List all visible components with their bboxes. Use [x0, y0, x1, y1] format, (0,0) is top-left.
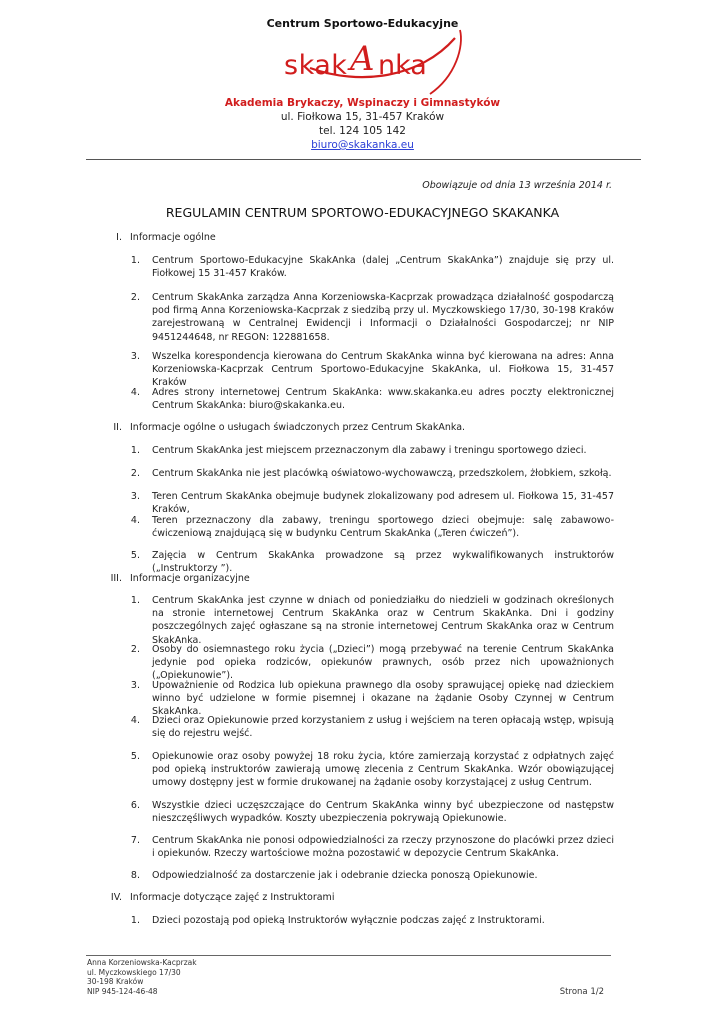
list-item: Teren przeznaczony dla zabawy, treningu sportowego dzieci obejmuje: salę zabawowo-ćwiczeniową znajdującą się w budynku Centrum SkakAnka („Teren ćwiczeń”).: [152, 515, 614, 540]
list-item: Dzieci pozostają pod opieką Instruktorów wyłącznie podczas zajęć z Instruktorami.: [152, 915, 545, 926]
list-item: Adres strony internetowej Centrum SkakAnka: www.skakanka.eu adres poczty elektronicznej Centrum SkakAnka: biuro@skakanka.eu.: [152, 387, 614, 412]
item-number: 8.: [130, 870, 140, 881]
list-item: Zajęcia w Centrum SkakAnka prowadzone są przez wykwalifikowanych instruktorów („Instruktorzy ”).: [152, 550, 614, 575]
section-numeral: IV.: [110, 892, 122, 903]
list-item: Centrum SkakAnka jest miejscem przeznaczonym dla zabawy i treningu sportowego dzieci.: [152, 445, 587, 456]
header-email-link[interactable]: biuro@skakanka.eu: [311, 139, 414, 151]
list-item: Centrum SkakAnka nie ponosi odpowiedzialności za rzeczy przynoszone do placówki przez dzieci i opiekunów. Rzeczy wartościowe można pozostawić w depozycie Centrum SkakAnka.: [152, 835, 614, 860]
list-item: Upoważnienie od Rodzica lub opiekuna prawnego dla osoby sprawującej opiekę nad dzieckiem winno być udzielone w formie pisemnej i okazane na żądanie Osoby Czynnej w Centrum SkakAnka.: [152, 680, 614, 718]
item-number: 3.: [130, 351, 140, 362]
item-number: 6.: [130, 800, 140, 811]
item-number: 2.: [130, 292, 140, 303]
section-heading: Informacje ogólne o usługach świadczonych przez Centrum SkakAnka.: [130, 422, 466, 433]
document-title: REGULAMIN CENTRUM SPORTOWO-EDUKACYJNEGO SKAKANKA: [165, 205, 560, 220]
center-name: Centrum Sportowo-Edukacyjne: [266, 17, 459, 30]
effective-date: Obowiązuje od dnia 13 września 2014 r.: [422, 180, 612, 191]
footer-line: Anna Korzeniowska-Kacprzak: [87, 958, 197, 967]
list-item: Centrum Sportowo-Edukacyjne SkakAnka (dalej „Centrum SkakAnka”) znajduje się przy ul. Fiołkowej 15 31-457 Kraków.: [152, 255, 614, 280]
svg-text:nka: nka: [378, 50, 427, 81]
item-number: 3.: [130, 491, 140, 502]
section-numeral: I.: [116, 232, 122, 243]
section-heading: Informacje dotyczące zajęć z Instruktorami: [130, 892, 335, 903]
header-phone: tel. 124 105 142: [319, 125, 406, 137]
section-heading: Informacje organizacyjne: [130, 573, 250, 584]
list-item: Osoby do osiemnastego roku życia („Dzieci”) mogą przebywać na terenie Centrum SkakAnka jedynie pod opieka rodziców, opiekunów prawnych, osób przez nich upoważnionych („Opiekunowie”).: [152, 644, 614, 682]
item-number: 1.: [130, 595, 140, 606]
footer-divider: [86, 955, 611, 956]
section-numeral: II.: [113, 422, 122, 433]
footer-address: [87, 958, 197, 996]
list-item: Centrum SkakAnka nie jest placówką oświatowo-wychowawczą, przedszkolem, żłobkiem, szkołą.: [152, 468, 612, 479]
item-number: 7.: [130, 835, 140, 846]
item-number: 5.: [130, 751, 140, 762]
footer-line: 30-198 Kraków: [87, 977, 144, 987]
item-number: 3.: [130, 680, 140, 691]
section-numeral: III.: [110, 573, 122, 584]
header-divider: [86, 159, 641, 160]
list-item: Wszystkie dzieci uczęszczające do Centrum SkakAnka winny być ubezpieczone od następstw nieszczęśliwych wypadków. Koszty ubezpieczenia pokrywają Opiekunowie.: [152, 800, 614, 825]
item-number: 4.: [130, 387, 140, 398]
item-number: 4.: [130, 715, 140, 726]
list-item: Wszelka korespondencja kierowana do Centrum SkakAnka winna być kierowana na adres: Anna Korzeniowska-Kacprzak Centrum Sportowo-Edukacyjne SkakAnka, ul. Fiołkowa 15, 31-457 Kraków: [152, 351, 614, 389]
academy-name: Akademia Brykaczy, Wspinaczy i Gimnastyków: [224, 97, 501, 109]
svg-text:A: A: [350, 39, 375, 79]
item-number: 4.: [130, 515, 140, 526]
item-number: 1.: [130, 255, 140, 266]
page-number: Strona 1/2: [559, 987, 604, 997]
item-number: 1.: [130, 915, 140, 926]
item-number: 5.: [130, 550, 140, 561]
svg-text:skak: skak: [284, 50, 348, 81]
item-number: 2.: [130, 468, 140, 479]
header-address: ul. Fiołkowa 15, 31-457 Kraków: [280, 111, 445, 123]
item-number: 1.: [130, 445, 140, 456]
item-number: 2.: [130, 644, 140, 655]
list-item: Dzieci oraz Opiekunowie przed korzystaniem z usług i wejściem na teren opłacają wstęp, wpisują się do rejestru wejść.: [152, 715, 614, 740]
list-item: Teren Centrum SkakAnka obejmuje budynek zlokalizowany pod adresem ul. Fiołkowa 15, 31-457 Kraków,: [152, 491, 614, 516]
footer-line: ul. Myczkowskiego 17/30: [87, 967, 181, 977]
section-heading: Informacje ogólne: [130, 232, 216, 243]
list-item: Odpowiedzialność za dostarczenie jak i odebranie dziecka ponoszą Opiekunowie.: [152, 870, 538, 881]
list-item: Opiekunowie oraz osoby powyżej 18 roku życia, które zamierzają korzystać z odpłatnych zajęć pod opieką instruktorów zawierają umowę zlecenia z Centrum SkakAnka. Wzór obowiązującej umowy dostępny jest w formie drukowanej na żądanie osoby korzystającej z usług Centrum.: [152, 751, 614, 789]
list-item: Centrum SkakAnka jest czynne w dniach od poniedziałku do niedzieli w godzinach określonych na stronie internetowej Centrum SkakAnka oraz w Centrum SkakAnka. Dni i godziny poszczególnych zajęć ogłaszane są na stronie internetowej Centrum SkakAnka oraz w Centrum SkakAnka.: [152, 595, 614, 646]
footer-line: NIP 945-124-46-48: [87, 986, 158, 996]
list-item: Centrum SkakAnka zarządza Anna Korzeniowska-Kacprzak prowadząca działalność gospodarczą pod firmą Anna Korzeniowska-Kacprzak z siedzibą przy ul. Myczkowskiego 17/30, 30-198 Kraków zarejestrowaną w Centralnej Ewidencji i Informacji o Działalności Gospodarczej; nr NIP 9451244648, nr REGON: 122881658.: [152, 292, 614, 343]
skakanka-logo: [270, 28, 470, 100]
